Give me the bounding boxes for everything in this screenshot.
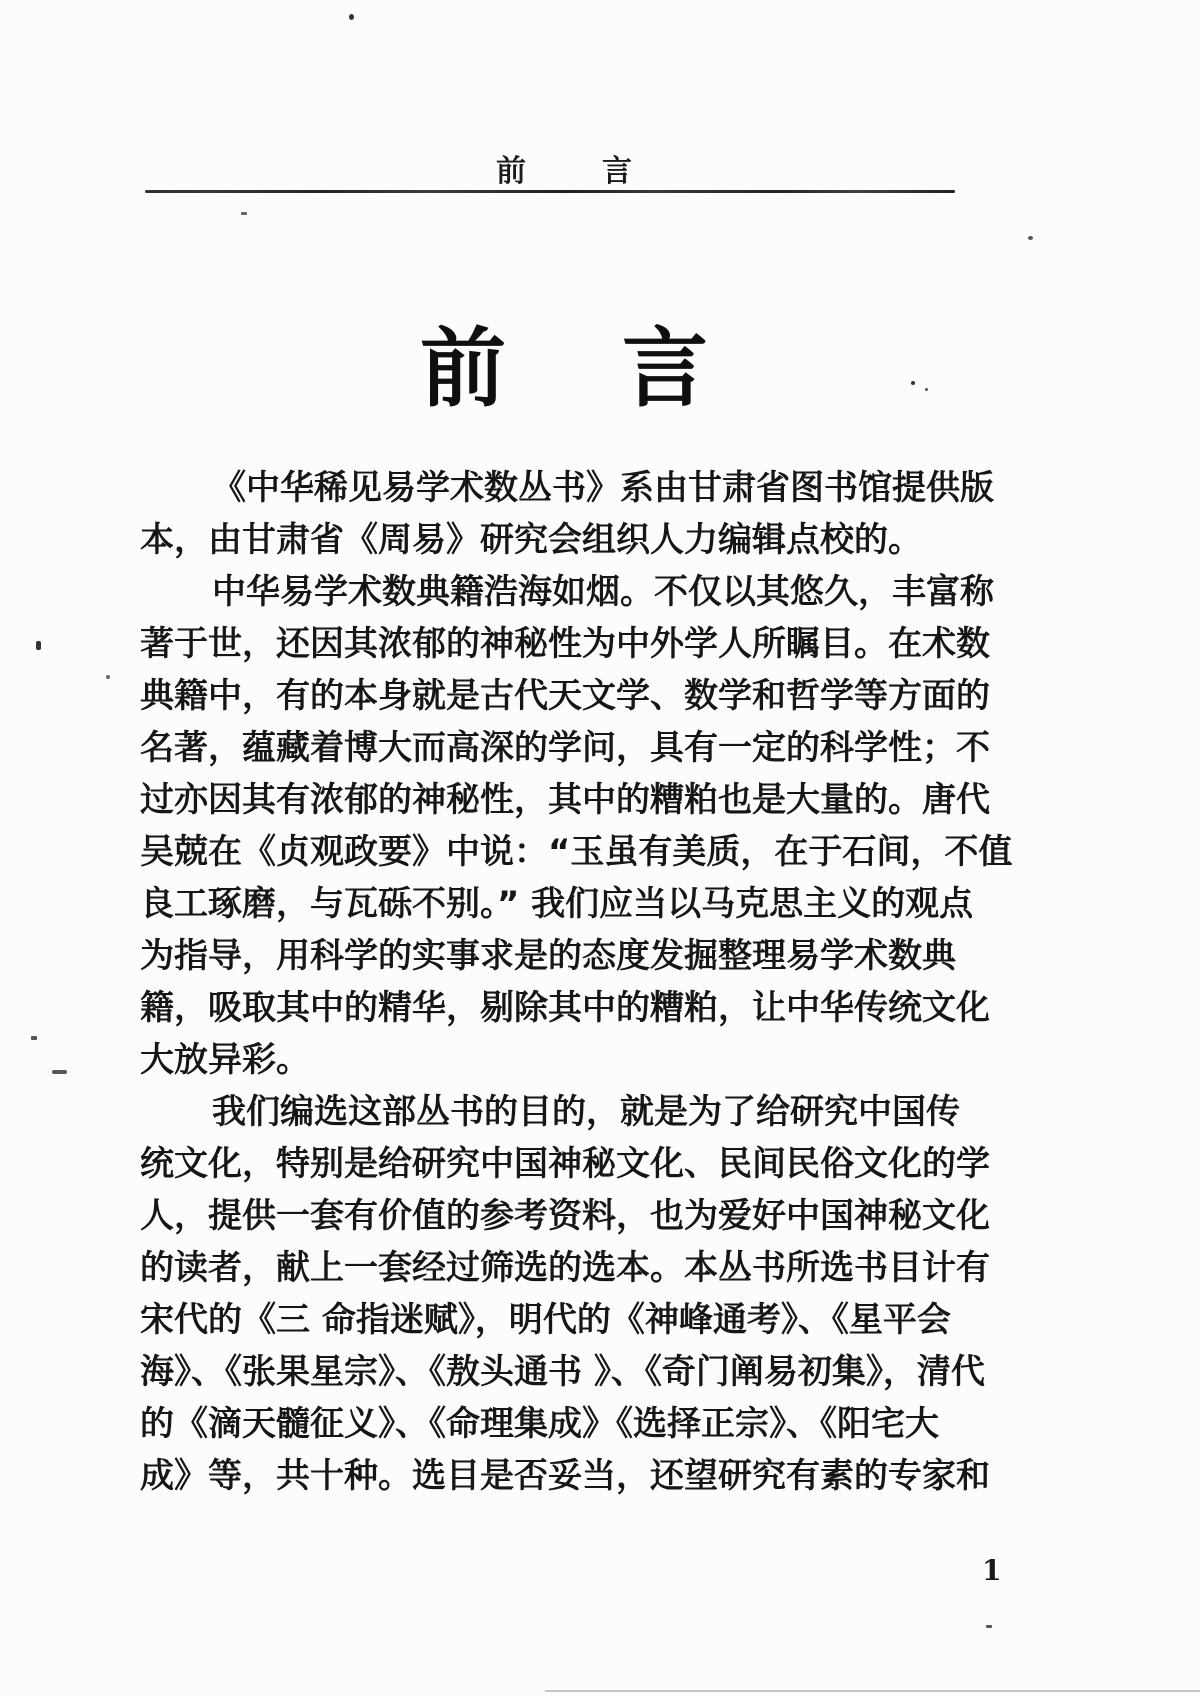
- body-line: 我们编选这部丛书的目的，就是为了给研究中国传: [212, 1092, 960, 1132]
- page-bottom-edge: [545, 1690, 1200, 1692]
- body-line: 宋代的《三 命指迷赋》，明代的《神峰通考》、《星平会: [140, 1300, 951, 1340]
- body-text: [140, 462, 1013, 1502]
- scan-speck: [911, 381, 915, 385]
- body-line: 《中华稀见易学术数丛书》系由甘肃省图书馆提供版: [212, 468, 994, 508]
- scan-speck: [31, 1036, 37, 1040]
- running-head: [140, 146, 988, 190]
- body-line: 名著，蕴藏着博大而高深的学问，具有一定的科学性；不: [140, 728, 990, 768]
- running-head-char-left: 前: [496, 154, 526, 189]
- body-line: 的《滴天髓征义》、《命理集成》《选择正宗》、《阳宅大: [140, 1404, 939, 1444]
- body-line: 本，由甘肃省《周易》研究会组织人力编辑点校的。: [140, 520, 922, 560]
- body-line: 为指导，用科学的实事求是的态度发掘整理易学术数典: [140, 936, 956, 976]
- scan-speck: [1028, 236, 1033, 240]
- body-line: 大放异彩。: [140, 1040, 310, 1080]
- body-line: 成》等，共十种。选目是否妥当，还望研究有素的专家和: [140, 1456, 990, 1496]
- body-line: 著于世，还因其浓郁的神秘性为中外学人所瞩目。在术数: [140, 624, 990, 664]
- body-line: 过亦因其有浓郁的神秘性，其中的糟粕也是大量的。唐代: [140, 780, 990, 820]
- scan-speck: [106, 675, 110, 679]
- body-line: 的读者，献上一套经过筛选的选本。本丛书所选书目计有: [140, 1248, 990, 1288]
- header-rule: [145, 190, 955, 193]
- body-line: 人，提供一套有价值的参考资料，也为爱好中国神秘文化: [140, 1196, 990, 1236]
- page-title: [140, 319, 988, 419]
- body-line: 吴兢在《贞观政要》中说：“玉虽有美质，在于石间，不值: [140, 832, 1013, 872]
- running-head-char-right: 言: [602, 154, 632, 189]
- page-title-char-right: 言: [622, 319, 708, 419]
- scan-speck: [986, 1625, 992, 1628]
- body-line: 中华易学术数典籍浩海如烟。不仅以其悠久，丰富称: [212, 572, 994, 612]
- scan-speck: [36, 641, 41, 650]
- page-title-char-left: 前: [420, 319, 506, 419]
- body-line: 良工琢磨，与瓦砾不别。” 我们应当以马克思主义的观点: [140, 884, 974, 924]
- body-line: 海》、《张果星宗》、《敖头通书 》、《奇门阐易初集》，清代: [140, 1352, 985, 1392]
- scan-speck: [349, 14, 354, 20]
- body-line: 典籍中，有的本身就是古代天文学、数学和哲学等方面的: [140, 676, 990, 716]
- page-number: 1: [982, 1554, 1002, 1587]
- scan-speck: [52, 1070, 67, 1074]
- scan-speck: [925, 388, 928, 391]
- body-line: 籍，吸取其中的精华，剔除其中的糟粕，让中华传统文化: [140, 988, 990, 1028]
- body-line: 统文化，特别是给研究中国神秘文化、民间民俗文化的学: [140, 1144, 990, 1184]
- scan-speck: [241, 212, 247, 215]
